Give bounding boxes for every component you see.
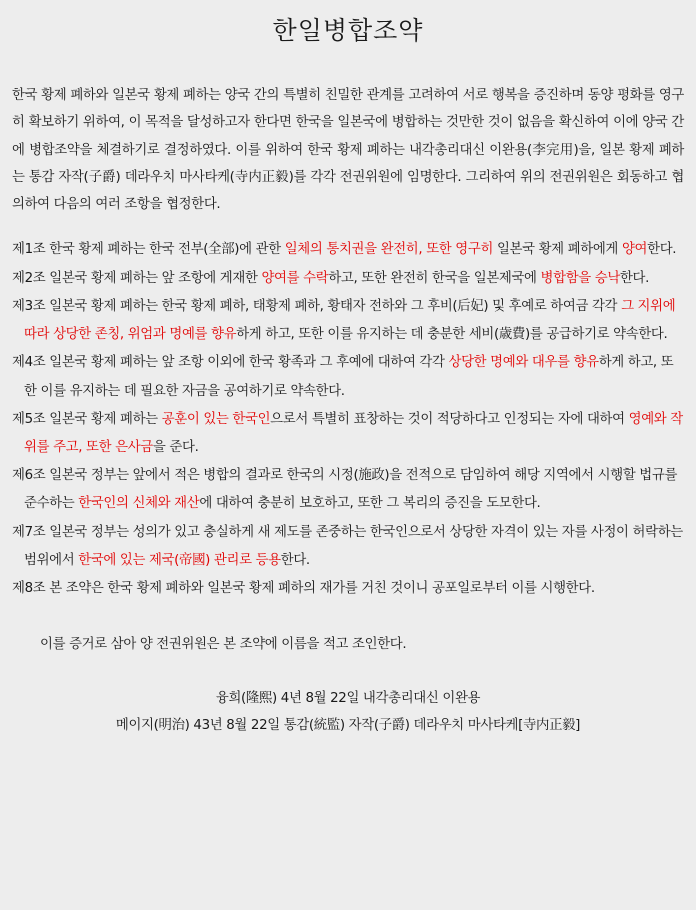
article-2-text-1: 제2조 일본국 황제 폐하는 앞 조항에 게재한 [12,270,262,286]
article-4-highlight-1: 상당한 명예와 대우를 향유 [448,355,599,371]
article-2-text-3: 한다. [619,270,650,286]
article-1 [12,236,684,264]
article-2-highlight-2: 병합함을 승낙 [540,270,620,286]
article-4-text-2: 하게 하고, 또한 이를 유지하는 데 필요한 자금을 공여하기로 약속한다. [24,355,674,399]
article-8 [12,575,684,603]
article-5-text-3: 을 준다. [152,439,199,455]
article-1-highlight-1: 일체의 통치권을 완전히, 또한 영구히 [284,242,494,258]
signature-japan: 메이지(明治) 43년 8월 22일 통감(統監) 자작(子爵) 데라우치 마사타케[寺内正毅] [115,718,581,734]
article-7-text-1: 제7조 일본국 정부는 성의가 있고 충실하게 새 제도를 존중하는 한국인으로서 상당한 자격이 있는 자를 사정이 허락하는 범위에서 [12,524,683,568]
article-6 [12,462,684,518]
article-2-text-2: 하고, 또한 완전히 한국을 일본제국에 [328,270,541,286]
article-1-text-2: 일본국 황제 폐하에게 [493,242,622,258]
article-7-text-2: 한다. [280,552,310,568]
article-3-highlight-1: 그 지위에 따라 상당한 존칭, 위엄과 명예를 향유 [24,298,676,343]
article-5 [12,406,684,462]
article-5-highlight-1: 공훈이 있는 한국인 [161,411,271,427]
article-1-text-1: 제1조 한국 황제 폐하는 한국 전부(全部)에 관한 [12,242,285,258]
article-1-highlight-2: 양여 [621,242,648,258]
article-5-text-2: 으로서 특별히 표창하는 것이 적당하다고 인정되는 자에 대하여 [270,411,629,427]
article-7 [12,519,684,575]
article-4-text-1: 제4조 일본국 황제 폐하는 앞 조항 이외에 한국 황족과 그 후예에 대하여 각각 [12,355,449,371]
article-1-text-3: 한다. [647,242,677,258]
document-title: 한일병합조약 [272,16,424,45]
article-5-text-1: 제5조 일본국 황제 폐하는 [12,411,162,427]
closing-statement: 이를 증거로 삼아 양 전권위원은 본 조약에 이름을 적고 조인한다. [40,637,407,653]
preamble-paragraph: 한국 황제 폐하와 일본국 황제 폐하는 양국 간의 특별히 친밀한 관계를 고려하여 서로 행복을 증진하며 동양 평화를 영구히 확보하기 위하여, 이 목적을 달성하고자 한다면 한국을 일본국에 병합하는 것만한 것이 없음을 확신하여 이에 양국 간에 병합조약을 체결하기로 결정하였다. 이를 위하여 한국 황제 폐하는 내각총리대신 이완용(李完用)을, 일본 황제 폐하는 통감 자작(子爵) 데라우치 마사타케(寺内正毅)를 각각 전권위원에 임명한다. 그리하여 위의 전권위원은 회동하고 협의하여 다음의 여러 조항을 협정한다. [12,88,684,213]
article-6-highlight-1: 한국인의 신체와 재산 [78,496,200,512]
article-3-text-2: 하게 하고, 또한 이를 유지하는 데 충분한 세비(歳費)를 공급하기로 약속한다. [236,327,668,343]
article-4 [12,349,684,405]
article-8-text-1: 제8조 본 조약은 한국 황제 폐하와 일본국 황제 폐하의 재가를 거친 것이니 공포일로부터 이를 시행한다. [12,580,595,596]
article-3 [12,293,684,349]
article-2 [12,265,684,293]
signature-korea: 융희(隆熙) 4년 8월 22일 내각총리대신 이완용 [215,691,481,707]
article-7-highlight-1: 한국에 있는 제국(帝國) 관리로 등용 [78,552,281,568]
article-6-text-1: 제6조 일본국 정부는 앞에서 적은 병합의 결과로 한국의 시정(施政)을 전적으로 담임하여 해당 지역에서 시행할 법규를 준수하는 [12,468,678,512]
article-2-highlight-1: 양여를 수락 [261,270,329,286]
article-3-text-1: 제3조 일본국 황제 폐하는 한국 황제 폐하, 태황제 폐하, 황태자 전하와 그 후비(后妃) 및 후예로 하여금 각각 [12,298,622,314]
article-6-text-2: 에 대하여 충분히 보호하고, 또한 그 복리의 증진을 도모한다. [199,496,541,512]
article-5-highlight-2: 영예와 작위를 주고, 또한 은사금 [24,411,683,455]
